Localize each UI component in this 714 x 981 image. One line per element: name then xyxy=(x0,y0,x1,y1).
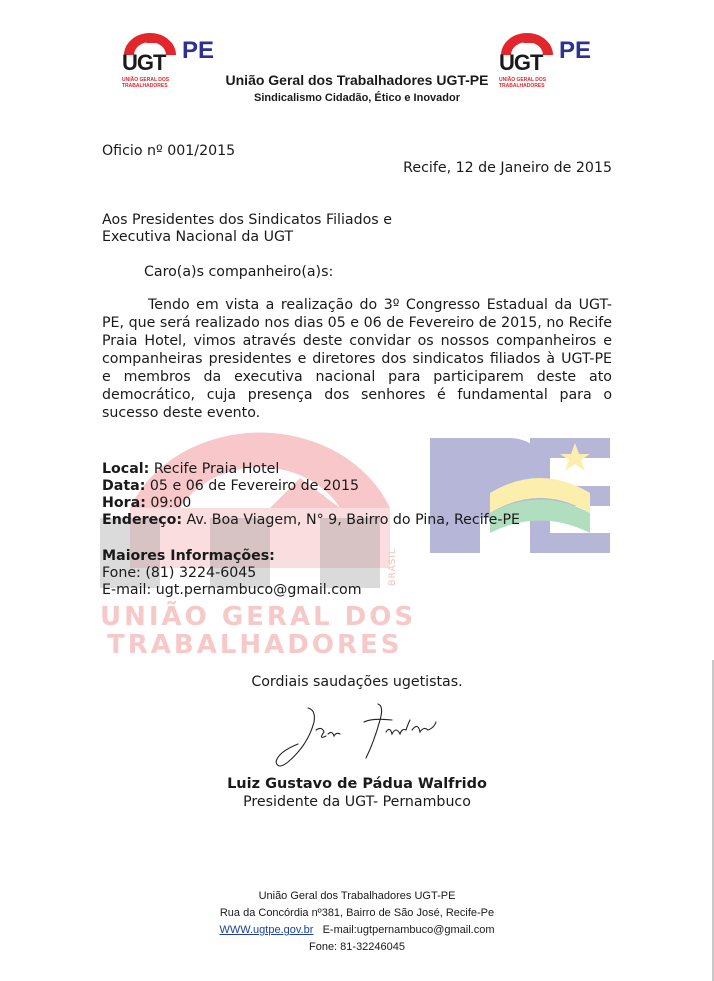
logo-caption: TRABALHADORES xyxy=(499,83,545,89)
ugt-pe-logo-right xyxy=(497,25,597,89)
recipient-line-2: Executiva Nacional da UGT xyxy=(102,229,294,245)
signatory-name: Luiz Gustavo de Pádua Walfrido xyxy=(227,776,487,792)
local-label: Local: xyxy=(102,461,150,477)
letter-date: Recife, 12 de Janeiro de 2015 xyxy=(403,160,612,176)
hora-label: Hora: xyxy=(102,495,146,511)
endereco-value: Av. Boa Viagem, N° 9, Bairro do Pina, Recife-PE xyxy=(186,512,521,528)
header-subtitle: Sindicalismo Cidadão, Ético e Inovador xyxy=(254,92,460,104)
watermark-side-text: BRASIL xyxy=(388,548,398,586)
detail-local xyxy=(102,461,279,479)
watermark-line-2: TRABALHADORES xyxy=(107,630,403,660)
letter-body: Tendo em vista a realização do 3º Congresso Estadual da UGT-PE, que será realizado nos dias 05 e 06 de Fevereiro de 2015, no Recife Praia Hotel, vimos através deste convidar os nossos companheiros e companheiras presidentes e diretores dos sindicatos filiados à UGT-PE e membros da executiva nacional para participarem deste ato democrático, cuja presença dos senhores é fundamental para o sucesso deste evento. xyxy=(102,297,612,421)
recipient-line-1: Aos Presidentes dos Sindicatos Filiados e xyxy=(102,212,392,228)
footer-contacts xyxy=(0,922,714,939)
logo-caption: TRABALHADORES xyxy=(122,83,168,89)
signatory-role: Presidente da UGT- Pernambuco xyxy=(243,794,471,810)
more-info-email: E-mail: ugt.pernambuco@gmail.com xyxy=(102,582,362,598)
salutation: Caro(a)s companheiro(a)s: xyxy=(144,264,334,280)
footer-email: E-mail:ugtpernambuco@gmail.com xyxy=(322,924,495,936)
footer-address: Rua da Concórdia nº381, Bairro de São José, Recife-Pe xyxy=(219,907,495,919)
logo-caption: UNIÃO GERAL DOS xyxy=(122,77,170,83)
logo-caption: UNIÃO GERAL DOS xyxy=(499,77,547,83)
footer-phone: Fone: 81-32246045 xyxy=(308,941,406,953)
detail-endereco xyxy=(102,512,520,530)
website-link[interactable]: WWW.ugtpe.gov.br xyxy=(219,924,314,936)
logo-suffix: PE xyxy=(182,37,215,64)
data-label: Data: xyxy=(102,478,146,494)
header-title: União Geral dos Trabalhadores UGT-PE xyxy=(225,72,489,88)
endereco-label: Endereço: xyxy=(102,512,183,528)
hora-value: 09:00 xyxy=(150,495,192,511)
watermark-line-1: UNIÃO GERAL DOS xyxy=(100,602,417,632)
footer xyxy=(0,888,714,956)
data-value: 05 e 06 de Fevereiro de 2015 xyxy=(149,478,360,494)
logo-letters: UGT xyxy=(499,50,543,75)
ugt-pe-logo-left xyxy=(120,25,220,89)
footer-org: União Geral dos Trabalhadores UGT-PE xyxy=(258,890,456,902)
detail-hora xyxy=(102,495,191,513)
letter-reference: Oficio nº 001/2015 xyxy=(102,143,236,159)
more-info-heading: Maiores Informações: xyxy=(102,548,275,564)
handwritten-signature xyxy=(268,700,448,775)
logo-suffix: PE xyxy=(559,37,592,64)
detail-data xyxy=(102,478,359,496)
local-value: Recife Praia Hotel xyxy=(153,461,280,477)
closing: Cordiais saudações ugetistas. xyxy=(251,674,463,690)
more-info-phone: Fone: (81) 3224-6045 xyxy=(102,565,257,581)
logo-letters: UGT xyxy=(122,50,166,75)
